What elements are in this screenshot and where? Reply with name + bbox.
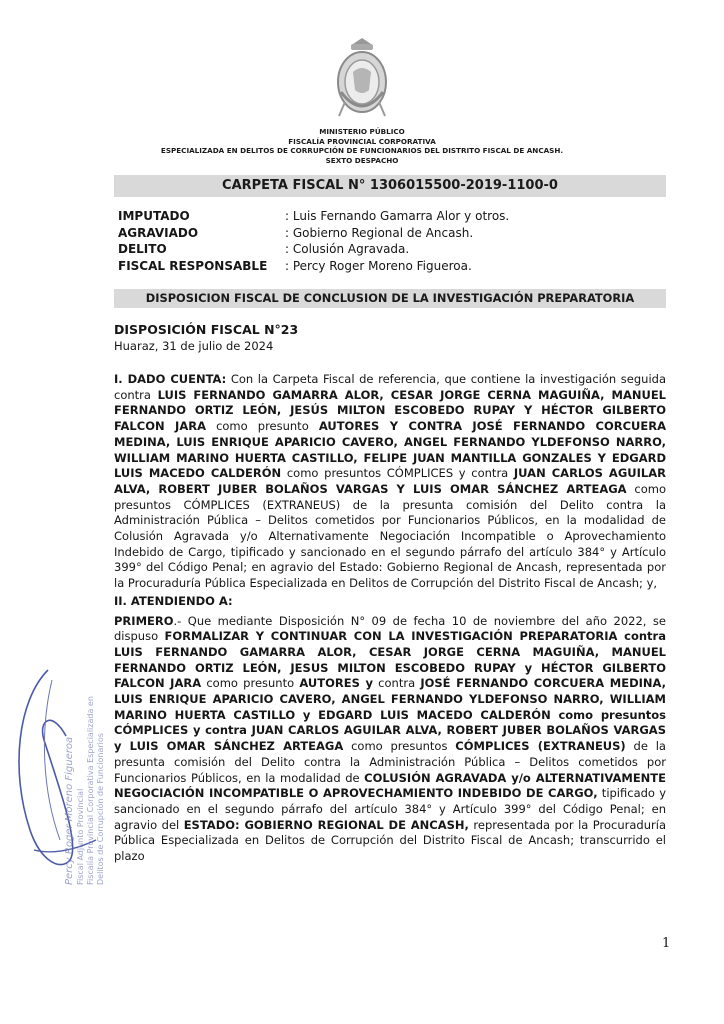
body-text: como presunto xyxy=(201,676,300,691)
disposition-banner: DISPOSICION FISCAL DE CONCLUSION DE LA INVESTIGACIÓN PREPARATORIA xyxy=(114,289,666,308)
body-text: como presuntos CÓMPLICES y contra xyxy=(281,466,514,481)
case-metadata xyxy=(118,208,509,274)
stamp-line-4: Delitos de Corrupción de Funcionarios xyxy=(96,733,105,885)
document-body xyxy=(114,372,666,865)
ministerio-publico-seal-icon xyxy=(331,36,393,124)
bold-text: CÓMPLICES (EXTRANEUS) xyxy=(455,739,626,754)
meta-value: : Gobierno Regional de Ancash. xyxy=(285,225,474,240)
body-text: como presunto xyxy=(205,419,319,434)
institution-header xyxy=(90,127,634,165)
meta-row-delito xyxy=(118,241,509,258)
body-text: representada por la Procuraduría Pública Especializada en Delitos de Corrupción del Distrito Fiscal de Ancash; transcurrido el plazo xyxy=(114,817,666,864)
meta-value: : Colusión Agravada. xyxy=(285,242,410,256)
body-text: Con la Carpeta Fiscal de referencia, que contiene la investigación seguida contra xyxy=(114,372,666,402)
meta-row-imputado xyxy=(118,208,509,225)
body-text: como presuntos xyxy=(343,739,456,754)
disposition-heading xyxy=(114,322,298,354)
paragraph-primero xyxy=(114,614,666,865)
section-dado-cuenta xyxy=(114,372,666,592)
body-text: .- Que mediante Disposición N° 09 de fecha 10 de noviembre del año 2022, se dispuso xyxy=(114,613,666,644)
bold-text: PRIMERO xyxy=(114,613,174,628)
meta-label: FISCAL RESPONSABLE xyxy=(118,258,268,273)
bold-text: JUAN CARLOS AGUILAR ALVA, ROBERT JUBER BOLAÑOS VARGAS Y LUIS OMAR SÁNCHEZ ARTEAGA xyxy=(114,466,666,496)
carpeta-fiscal-banner: CARPETA FISCAL N° 1306015500-2019-1100-0 xyxy=(114,175,666,197)
fiscal-stamp xyxy=(64,665,184,885)
meta-label: DELITO xyxy=(118,242,167,256)
meta-value: : Percy Roger Moreno Figueroa. xyxy=(285,258,472,273)
meta-row-fiscal-responsable xyxy=(118,258,509,275)
bold-text: ESTADO: GOBIERNO REGIONAL DE ANCASH, xyxy=(183,817,469,832)
header-line-4: SEXTO DESPACHO xyxy=(325,155,399,165)
section-title: II. ATENDIENDO A: xyxy=(114,593,233,608)
body-text: tipificado y sancionado en el segundo párrafo del artículo 384° y Artículo 399° del Código Penal; en agravio del xyxy=(114,786,666,832)
body-text: como presuntos CÓMPLICES (EXTRANEUS) de la presunta comisión del Delito contra la Administración Pública – Delitos cometidos por Funcionarios Públicos, en la modalidad de Colusión Agravada y/o Alternativamente Negociación Incompatible o Aprovechamiento Indebido de Cargo, tipificado y sancionado en el segundo párrafo del artículo 384° y Artículo 399° del Código Penal; en agravio del Estado: Gobierno Regional de Ancash, representada por la Procuraduría Pública Especializada en Delitos de Corrupción del Distrito Fiscal de Ancash; y, xyxy=(114,481,666,591)
disposition-date: Huaraz, 31 de julio de 2024 xyxy=(114,339,274,353)
header-line-3: ESPECIALIZADA EN DELITOS DE CORRUPCIÓN DE FUNCIONARIOS DEL DISTRITO FISCAL DE ANCASH. xyxy=(160,146,564,155)
stamp-line-1: Percy Roger Moreno Figueroa xyxy=(64,736,75,885)
section-title: I. DADO CUENTA: xyxy=(114,372,227,386)
bold-text: LUIS FERNANDO GAMARRA ALOR, CESAR JORGE CERNA MAGUIÑA, MANUEL FERNANDO ORTIZ LEÓN, JESÚS MILTON ESCOBEDO RUPAY Y HÉCTOR GILBERTO FALCON JARA xyxy=(114,387,667,434)
meta-row-agraviado xyxy=(118,225,509,242)
bold-text: COLUSIÓN AGRAVADA y/o ALTERNATIVAMENTE NEGOCIACIÓN INCOMPATIBLE O APROVECHAMIENTO INDEBIDO DE CARGO, xyxy=(114,770,667,801)
disposition-title: DISPOSICIÓN FISCAL N°23 xyxy=(114,322,299,337)
stamp-line-3: Fiscalía Provincial Corporativa Especializada en xyxy=(86,696,95,885)
bold-text: FORMALIZAR Y CONTINUAR CON LA INVESTIGACIÓN PREPARATORIA contra LUIS FERNANDO GAMARRA ALOR, CESAR JORGE CERNA MAGUIÑA, MANUEL FERNANDO ORTIZ LEÓN, JESUS MILTON ESCOBEDO RUPAY y HÉCTOR GILBERTO FALCON JARA xyxy=(114,629,666,691)
section-atendiendo xyxy=(114,594,666,610)
bold-text: AUTORES Y CONTRA JOSÉ FERNANDO CORCUERA MEDINA, LUIS ENRIQUE APARICIO CAVERO, ANGEL FERNANDO YLDEFONSO NARRO, WILLIAM MARINO HUERTA CASTILLO, FELIPE JUAN MANTILLA GONZALES Y EDGARD LUIS MACEDO CALDERÓN xyxy=(114,419,666,481)
meta-label: AGRAVIADO xyxy=(118,225,199,240)
stamp-line-2: Fiscal Adjunto Provincial xyxy=(76,788,85,885)
header-line-1: MINISTERIO PÚBLICO xyxy=(319,127,405,136)
page-number: 1 xyxy=(662,936,671,951)
body-text: de la presunta comisión del Delito contra la Administración Pública – Delitos cometidos por Funcionarios Públicos, en la modalidad de xyxy=(114,739,666,785)
bold-text: JOSÉ FERNANDO CORCUERA MEDINA, LUIS ENRIQUE APARICIO CAVERO, ANGEL FERNANDO YLDEFONSO NARRO, WILLIAM MARINO HUERTA CASTILLO y EDGARD LUIS MACEDO CALDERÓN como presuntos CÓMPLICES y contra JUAN CARLOS AGUILAR ALVA, ROBERT JUBER BOLAÑOS VARGAS y LUIS OMAR SÁNCHEZ ARTEAGA xyxy=(114,676,666,754)
bold-text: AUTORES y xyxy=(299,676,373,691)
meta-label: IMPUTADO xyxy=(118,209,190,223)
body-text: contra xyxy=(372,676,421,691)
meta-value: : Luis Fernando Gamarra Alor y otros. xyxy=(285,209,510,223)
header-line-2: FISCALÍA PROVINCIAL CORPORATIVA xyxy=(288,136,436,146)
